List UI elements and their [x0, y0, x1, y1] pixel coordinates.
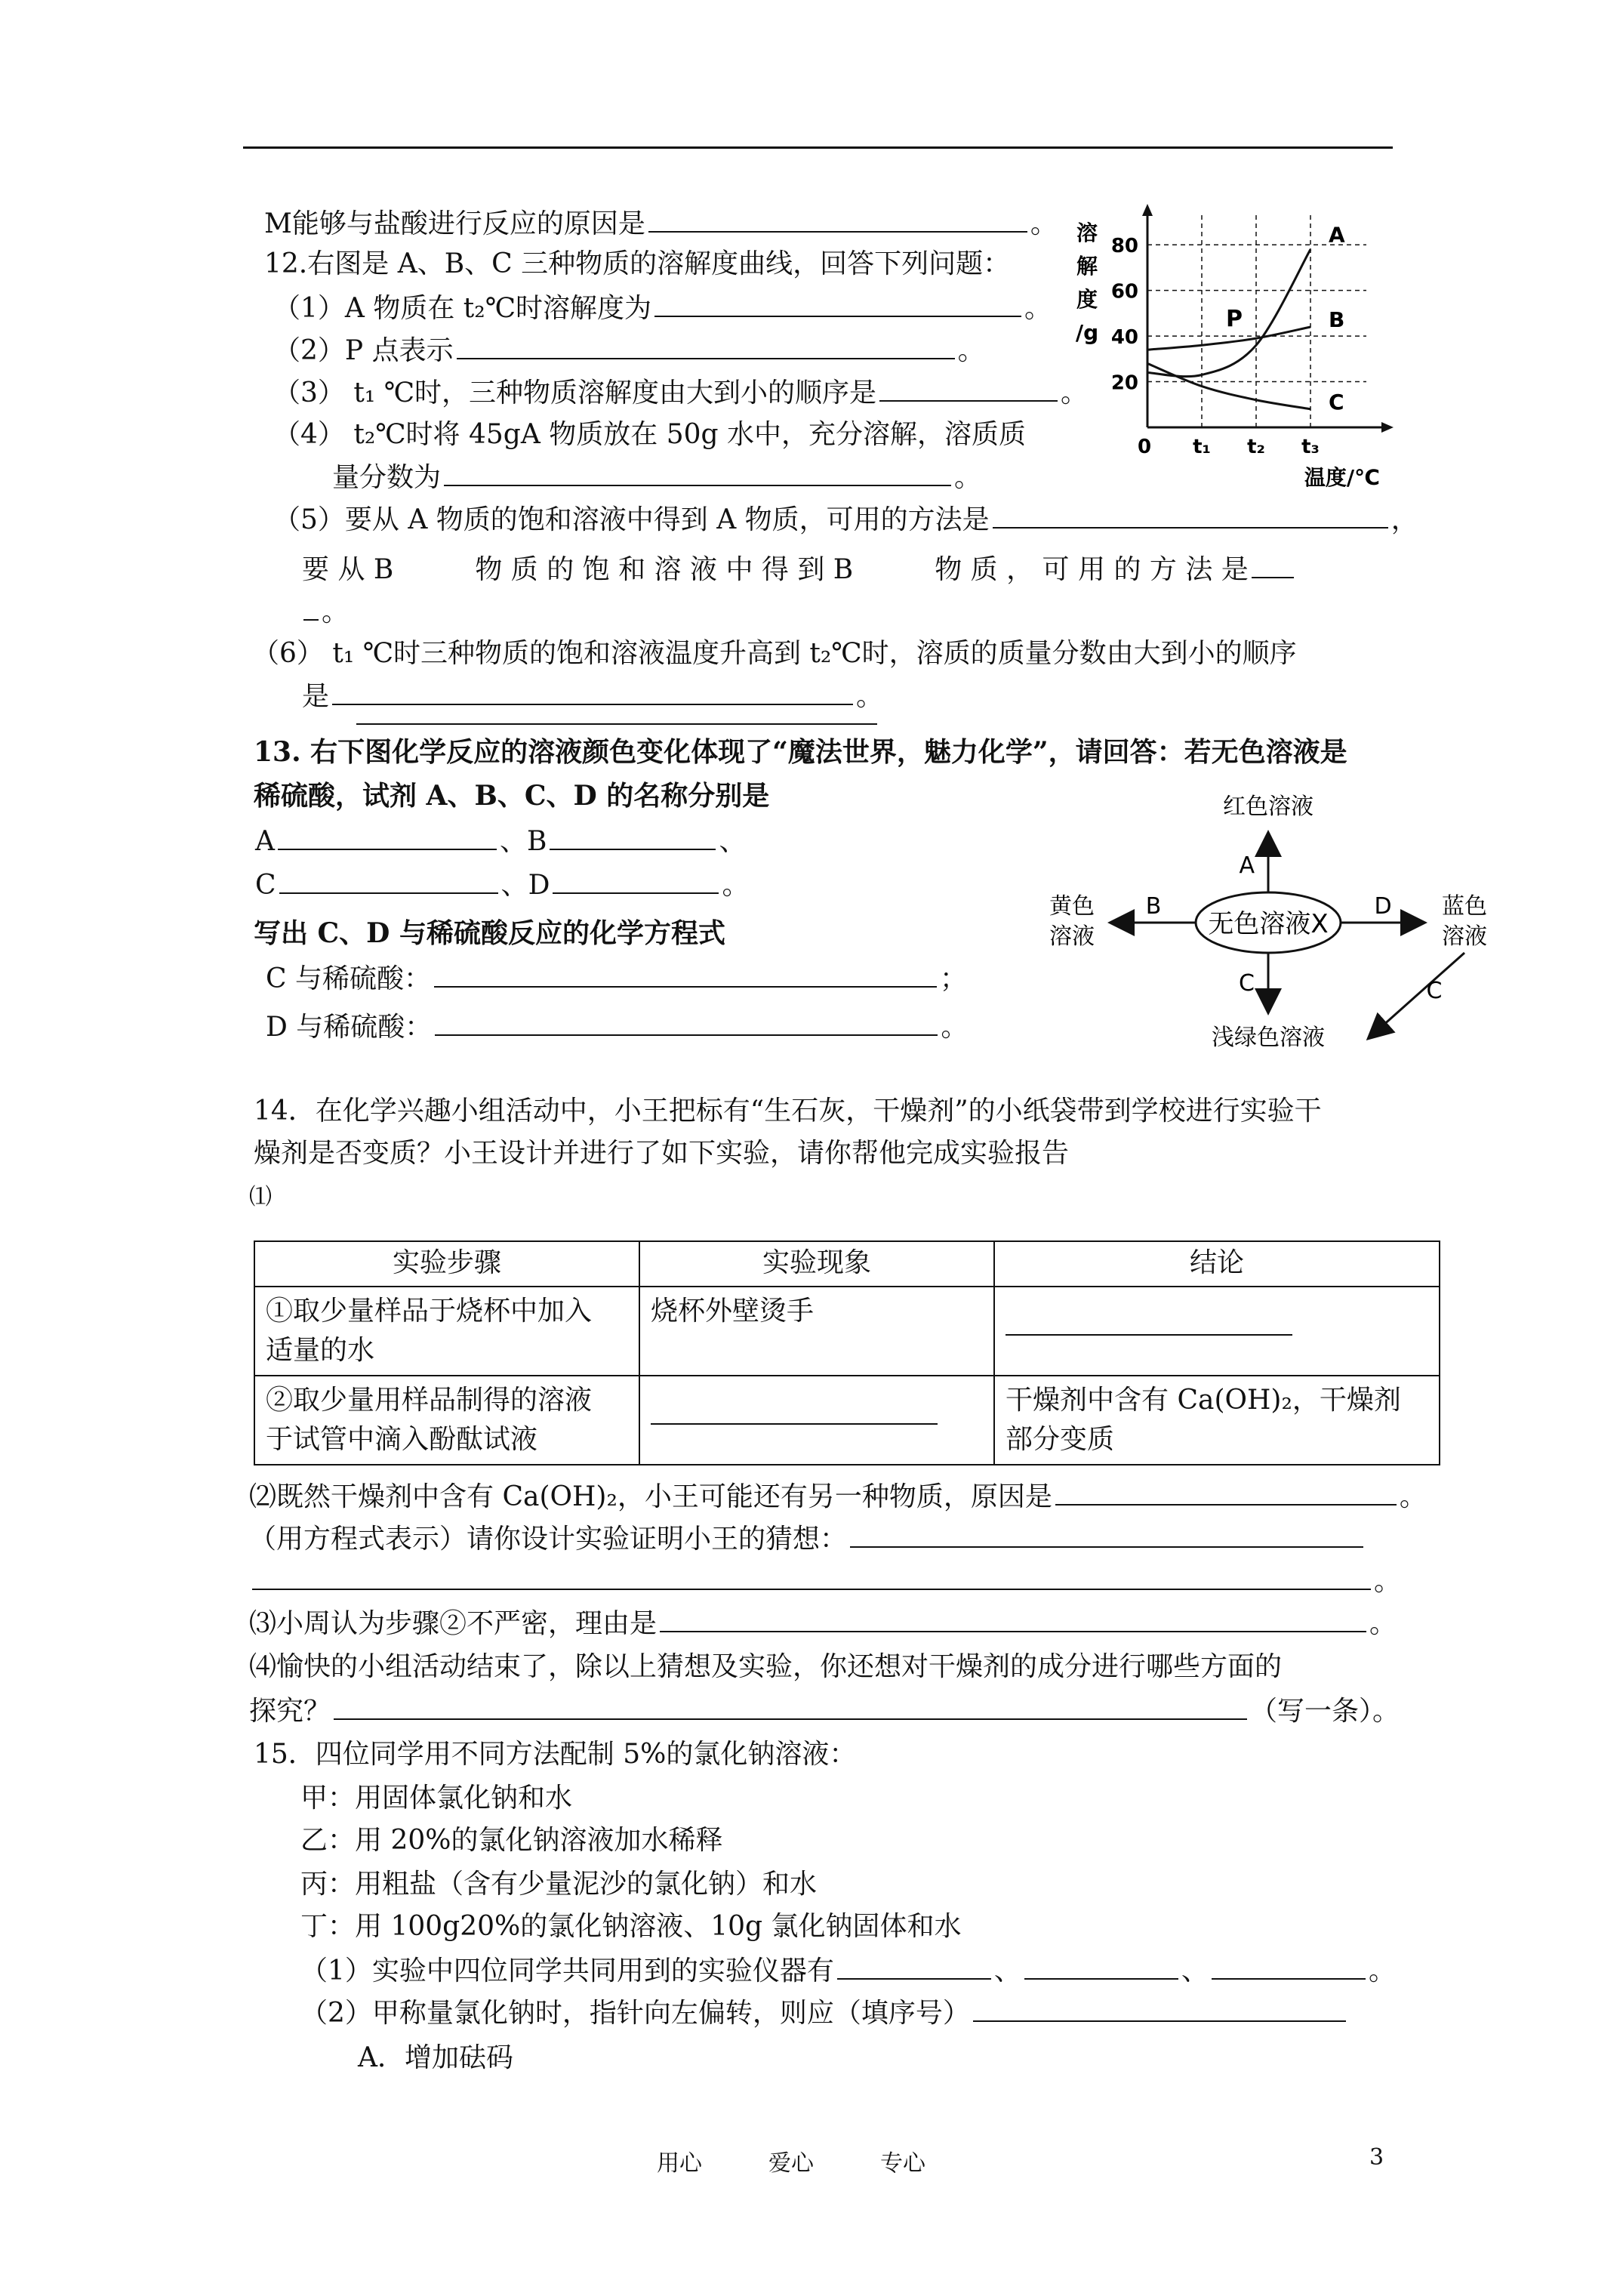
q15-jia: 甲：用固体氯化钠和水 [300, 1783, 573, 1814]
q12-part4b: 量分数为 。 [332, 459, 981, 496]
q14-part2b-blank[interactable] [850, 1521, 1363, 1548]
experiment-table [254, 1240, 1440, 1465]
diagram-left-label-1: 黄色 [1049, 893, 1095, 920]
q14-part2b-text: （用方程式表示）请你设计实验证明小王的猜想： [249, 1524, 848, 1555]
q13-c-eq-blank[interactable] [434, 960, 937, 988]
y-axis-label: 度 [1076, 287, 1098, 312]
x-tick-label: t₂ [1247, 436, 1265, 458]
row2-conclusion-line2: 部分变质 [1006, 1424, 1115, 1455]
q13-cd-line: C 、D 。 [255, 867, 749, 904]
q12-part5b-text: 要 从 B 物 质 的 饱 和 溶 液 中 得 到 B 物 质 ， 可 用 的 方 法 是 [302, 554, 1249, 585]
q14-part4b-text: 探究？ [249, 1696, 331, 1727]
diagram-right-label-2: 溶液 [1442, 923, 1487, 950]
table-row [254, 1376, 1440, 1465]
q14-part4c-text: （写一条）。 [1250, 1696, 1400, 1727]
q13-c-blank[interactable] [279, 867, 498, 894]
q14-intro2: 燥剂是否变质？小王设计并进行了如下实验，请你帮他完成实验报告 [254, 1138, 1070, 1169]
q12-part5b-blank[interactable] [1252, 551, 1294, 578]
q14-part3: ⑶小周认为步骤②不严密，理由是 。 [249, 1605, 1397, 1642]
table-cell [639, 1376, 994, 1465]
q12-part4-blank[interactable] [444, 459, 951, 486]
q13-c-label: C [255, 870, 276, 901]
q15-option-a: A．增加砝码 [358, 2042, 513, 2073]
diagram-top-label: 红色溶液 [1223, 794, 1313, 820]
diagram-arrow-d-label: D [1374, 893, 1392, 920]
table-row [254, 1287, 1440, 1376]
row2-conclusion-line1: 干燥剂中含有 Ca(OH)₂，干燥剂 [1006, 1385, 1401, 1416]
q12-part5a-blank[interactable] [993, 501, 1388, 529]
q13-a-blank[interactable] [278, 823, 497, 850]
series-label-A: A [1329, 222, 1345, 248]
q15-part1: （1）实验中四位同学共同用到的实验仪器有 、 、 。 [300, 1952, 1396, 1989]
q12-part1-text: （1）A 物质在 t₂℃时溶解度为 [273, 293, 651, 324]
row2-step-line1: ②取少量用样品制得的溶液 [266, 1385, 593, 1416]
q12-part6b: 是 。 [302, 678, 883, 715]
intersection-point-label: P [1226, 306, 1243, 333]
q15-part1-blank-3[interactable] [1212, 1952, 1366, 1980]
q14-intro1: 14．在化学兴趣小组活动中，小王把标有“生石灰，干燥剂”的小纸袋带到学校进行实验干 [254, 1096, 1322, 1126]
q12-part3-blank[interactable] [879, 374, 1058, 402]
row1-step-line2: 适量的水 [266, 1335, 375, 1366]
x-tick-label: t₃ [1301, 436, 1320, 458]
series-label-B: B [1329, 307, 1345, 333]
x-axis-label: 温度/℃ [1304, 465, 1380, 490]
q13-a-label: A [255, 826, 275, 857]
table-header: 结论 [994, 1241, 1440, 1287]
q13-b-label: B [527, 826, 547, 857]
table-header: 实验现象 [639, 1241, 994, 1287]
q14-part2-cont-blank[interactable] [252, 1563, 1371, 1590]
q12-part5b-cont: 。 [300, 593, 349, 630]
q11-tail-text: M能够与盐酸进行反应的原因是 [264, 208, 645, 239]
q12-part1-blank[interactable] [654, 290, 1021, 317]
series-line-C [1147, 363, 1310, 408]
q14-part2a-blank[interactable] [1055, 1478, 1397, 1505]
diagram-arrow-b-label: B [1145, 893, 1162, 920]
q15-part1-text: （1）实验中四位同学共同用到的实验仪器有 [300, 1955, 834, 1986]
q12-part2-blank[interactable] [457, 332, 955, 359]
diagram-bottom-label: 浅绿色溶液 [1212, 1025, 1325, 1051]
y-axis-label: /g [1075, 320, 1099, 345]
q14-part3-blank[interactable] [660, 1605, 1366, 1632]
q12-part2: （2）P 点表示 。 [273, 332, 985, 369]
diagram-right-label-1: 蓝色 [1442, 893, 1487, 920]
q15-part2-text: （2）甲称量氯化钠时，指针向左偏转，则应（填序号） [300, 1998, 970, 2029]
y-tick-label: 60 [1110, 280, 1138, 304]
diagram-arrow-a-label: A [1239, 852, 1255, 879]
q12-part5a: （5）要从 A 物质的饱和溶液中得到 A 物质，可用的方法是 ， [273, 501, 1418, 538]
q12-part5b [302, 551, 1297, 588]
q13-b-blank[interactable] [550, 823, 716, 850]
table-cell [994, 1376, 1440, 1465]
q15-yi: 乙：用 20%的氯化钠溶液加水稀释 [300, 1825, 723, 1856]
q12-part6a: （6） t₁ ℃时三种物质的饱和溶液温度升高到 t₂℃时，溶质的质量分数由大到小的顺序 [252, 638, 1297, 669]
q12-extra-rule [356, 723, 877, 725]
q15-bing: 丙：用粗盐（含有少量泥沙的氯化钠）和水 [300, 1869, 818, 1900]
q13-c-eq-line: C 与稀硫酸： ； [266, 960, 967, 997]
q13-intro2: 稀硫酸，试剂 A、B、C、D 的名称分别是 [254, 780, 770, 812]
footer-word-2: 爱心 [768, 2150, 814, 2177]
q14-part1-label: ⑴ [249, 1184, 272, 1210]
y-tick-label: 40 [1110, 326, 1138, 350]
q13-c-eq-label: C 与稀硫酸： [266, 963, 431, 994]
q15-intro: 15．四位同学用不同方法配制 5%的氯化钠溶液： [254, 1739, 857, 1770]
q13-d-eq-line: D 与稀硫酸： 。 [266, 1009, 968, 1046]
row2-phenomenon-blank[interactable] [651, 1395, 938, 1425]
q12-part5a-text: （5）要从 A 物质的饱和溶液中得到 A 物质，可用的方法是 [273, 504, 990, 535]
q12-part6b-text: 是 [302, 681, 330, 712]
y-tick-label: 20 [1110, 371, 1138, 395]
arrow-diagonal [1368, 953, 1464, 1039]
reaction-diagram [1042, 785, 1495, 1065]
q14-part2a: ⑵既然干燥剂中含有 Ca(OH)₂，小王可能还有另一种物质，原因是 。 [249, 1478, 1427, 1515]
q12-part4a: （4） t₂℃时将 45gA 物质放在 50g 水中，充分溶解，溶质质 [273, 419, 1026, 450]
footer-word-3: 专心 [880, 2150, 925, 2177]
y-axis-label: 解 [1076, 254, 1098, 279]
q13-ab-line: A 、B 、 [255, 823, 747, 860]
q14-part4a: ⑷愉快的小组活动结束了，除以上猜想及实验，你还想对干燥剂的成分进行哪些方面的 [249, 1651, 1283, 1682]
footer-word-1: 用心 [657, 2150, 702, 2177]
q12-part3: （3） t₁ ℃时，三种物质溶解度由大到小的顺序是 。 [273, 374, 1088, 411]
table-cell: 烧杯外壁烫手 [639, 1287, 994, 1376]
q14-part2-cont: 。 [249, 1563, 1401, 1600]
diagram-center-label: 无色溶液X [1208, 909, 1329, 939]
table-cell [254, 1287, 639, 1376]
row1-step-line1: ①取少量样品于烧杯中加入 [266, 1296, 593, 1327]
diagram-arrow-c2-label: C [1426, 978, 1443, 1004]
q14-part2b [249, 1521, 1366, 1558]
q12-part4b-text: 量分数为 [332, 462, 442, 493]
q13-d-blank[interactable] [553, 867, 719, 894]
table-cell [254, 1376, 639, 1465]
q14-part4b [249, 1693, 1400, 1730]
series-label-C: C [1329, 389, 1344, 415]
q12-part6-blank[interactable] [332, 678, 853, 705]
q11-tail-line: M能够与盐酸进行反应的原因是 。 [264, 205, 1058, 242]
q15-part1-blank-2[interactable] [1024, 1952, 1178, 1980]
q12-part2-text: （2）P 点表示 [273, 335, 454, 366]
x-tick-label: 0 [1137, 436, 1152, 458]
q12-part1: （1）A 物质在 t₂℃时溶解度为 。 [273, 290, 1052, 327]
y-tick-label: 80 [1110, 235, 1138, 258]
q14-part3-text: ⑶小周认为步骤②不严密，理由是 [249, 1608, 658, 1639]
row2-step-line2: 于试管中滴入酚酞试液 [266, 1424, 538, 1455]
table-header-row [254, 1241, 1440, 1287]
page-number: 3 [1369, 2144, 1384, 2171]
q15-part1-blank-1[interactable] [837, 1952, 991, 1980]
q15-part2-blank[interactable] [973, 1995, 1346, 2022]
y-axis-label: 溶 [1076, 220, 1098, 245]
q11-answer-blank[interactable] [648, 205, 1027, 233]
q14-part2a-text: ⑵既然干燥剂中含有 Ca(OH)₂，小王可能还有另一种物质，原因是 [249, 1481, 1052, 1512]
q13-intro1: 13. 右下图化学反应的溶液颜色变化体现了“魔法世界，魅力化学”，请回答：若无色溶液是 [254, 736, 1347, 768]
solubility-chart [1049, 192, 1397, 491]
diagram-left-label-2: 溶液 [1049, 923, 1095, 950]
diagram-arrow-c-label: C [1239, 970, 1255, 997]
x-tick-label: t₁ [1193, 436, 1211, 458]
x-axis-arrow [1381, 422, 1394, 433]
q13-eq-intro: 写出 C、D 与稀硫酸反应的化学方程式 [254, 917, 725, 949]
header-rule [243, 146, 1393, 149]
q13-d-eq-label: D 与稀硫酸： [266, 1012, 433, 1043]
q13-d-eq-blank[interactable] [435, 1009, 938, 1036]
q14-part4-blank[interactable] [334, 1693, 1247, 1720]
q12-intro: 12.右图是 A、B、C 三种物质的溶解度曲线，回答下列问题： [264, 248, 1011, 279]
table-cell [994, 1287, 1440, 1376]
q13-d-label: D [528, 870, 550, 901]
q12-part5b-blank-cont[interactable] [303, 593, 319, 621]
y-axis-arrow [1142, 204, 1153, 216]
row1-conclusion-blank[interactable] [1006, 1305, 1292, 1336]
q15-ding: 丁：用 100g20%的氯化钠溶液、10g 氯化钠固体和水 [300, 1911, 962, 1942]
table-header: 实验步骤 [254, 1241, 639, 1287]
q15-part2 [300, 1995, 1349, 2032]
q12-part3-text: （3） t₁ ℃时，三种物质溶解度由大到小的顺序是 [273, 378, 876, 408]
